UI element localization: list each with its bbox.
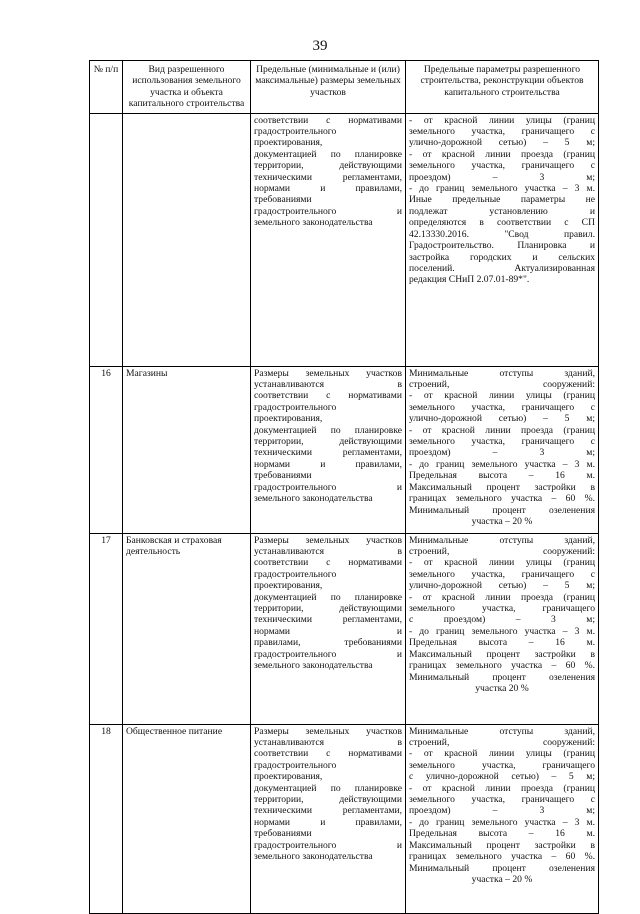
- header-plot-sizes: Предельные (минимальные и (или) максимальные) размеры земельных участков: [251, 61, 406, 114]
- build-params-cell: [406, 724, 599, 913]
- text-line: Размеры земельных участков: [254, 534, 402, 546]
- text-line: соответствии с нормативами: [254, 390, 402, 402]
- text-line: - от красной линии улицы (границ: [409, 114, 595, 126]
- text-line: устанавливаются в: [254, 737, 402, 749]
- text-line: территории, действующими: [254, 794, 402, 806]
- text-line: подлежат установлению и: [409, 205, 595, 217]
- text-line: устанавливаются в: [254, 379, 402, 391]
- text-line: Предельная высота – 16 м.: [409, 637, 595, 649]
- plot-sizes-cell: [251, 533, 406, 724]
- text-line: земельного законодательства: [254, 493, 373, 505]
- header-number: № п/п: [90, 61, 123, 114]
- build-params-cell: [406, 113, 599, 366]
- text-line: земельного участка, граничащего с: [409, 436, 595, 448]
- text-line: земельного участка, граничащего с: [409, 160, 595, 172]
- text-line: территории, действующими: [254, 603, 402, 615]
- text-line: градостроительного: [254, 401, 337, 413]
- text-line: правилами, требованиями: [254, 637, 402, 649]
- text-line: нормами и правилами,: [254, 458, 402, 470]
- text-line: Размеры земельных участков: [254, 725, 402, 737]
- text-line: проектирования,: [254, 580, 323, 592]
- row-number: 16: [90, 366, 123, 533]
- text-line: проектирования,: [254, 771, 323, 783]
- row-number: 17: [90, 533, 123, 724]
- text-line: проездом) – 3 м;: [409, 171, 595, 183]
- text-line: земельного законодательства: [254, 660, 373, 672]
- text-line: строений, сооружений:: [409, 379, 595, 391]
- text-line: улично-дорожной сетью) – 5 м;: [409, 580, 595, 592]
- text-line: - от красной линии улицы (границ: [409, 390, 595, 402]
- text-line: градостроительного и: [254, 648, 402, 660]
- text-line: Минимальный процент озеленения: [409, 862, 595, 874]
- text-line: земельного участка, граничащего с: [409, 126, 595, 138]
- text-line: - от красной линии улицы (границ: [409, 557, 595, 569]
- text-line: проектирования,: [254, 137, 323, 149]
- text-line: - от красной линии проезда (границ: [409, 591, 595, 603]
- text-line: Предельная высота – 16 м.: [409, 470, 595, 482]
- use-type-cell: [123, 113, 251, 366]
- text-line: редакция СНиП 2.07.01-89*".: [409, 274, 530, 286]
- text-line: устанавливаются в: [254, 546, 402, 558]
- text-line: Минимальные отступы зданий,: [409, 367, 595, 379]
- table-row: [90, 533, 599, 724]
- row-number: 18: [90, 724, 123, 913]
- text-line: строений, сооружений:: [409, 546, 595, 558]
- text-line: нормами и правилами,: [254, 183, 402, 195]
- header-use-type: Вид разрешенного использования земельного участка и объекта капитального строительства: [123, 61, 251, 114]
- text-line: Предельная высота – 16 м.: [409, 828, 595, 840]
- text-line: границах земельного участка – 60 %.: [409, 851, 595, 863]
- text-line: улично-дорожной сетью) – 5 м;: [409, 137, 595, 149]
- text-line: территории, действующими: [254, 160, 402, 172]
- text-line: 42.13330.2016. "Свод правил.: [409, 228, 595, 240]
- text-line: застройка городских и сельских: [409, 251, 595, 263]
- text-line: градостроительного: [254, 126, 337, 138]
- text-line: земельного участка, граничащего: [409, 603, 595, 615]
- text-line: Иные предельные параметры не: [409, 194, 595, 206]
- text-line: - от красной линии улицы (границ: [409, 748, 595, 760]
- text-line: Максимальный процент застройки в: [409, 481, 595, 493]
- plot-sizes-cell: [251, 366, 406, 533]
- text-line: проездом) – 3 м;: [409, 447, 595, 459]
- text-line: техническими регламентами,: [254, 171, 402, 183]
- text-line: документацией по планировке: [254, 782, 402, 794]
- text-line: техническими регламентами,: [254, 614, 402, 626]
- zoning-parameters-table: [89, 60, 599, 914]
- text-line: градостроительного и: [254, 205, 402, 217]
- text-line: поселений. Актуализированная: [409, 262, 595, 274]
- text-line: требованиями: [254, 828, 312, 840]
- table-row: [90, 113, 599, 366]
- use-type-cell: Магазины: [123, 366, 251, 533]
- text-line: участка – 20 %: [471, 515, 533, 527]
- text-line: земельного участка, граничащего: [409, 759, 595, 771]
- text-line: участка – 20 %: [471, 873, 533, 885]
- text-line: соответствии с нормативами: [254, 557, 402, 569]
- page-number: 39: [312, 38, 328, 54]
- text-line: границах земельного участка – 60 %.: [409, 660, 595, 672]
- text-line: - до границ земельного участка – 3 м.: [409, 625, 595, 637]
- text-line: земельного законодательства: [254, 217, 373, 229]
- text-line: требованиями: [254, 470, 312, 482]
- text-line: градостроительного: [254, 568, 337, 580]
- text-line: определяются в соответствии с СП: [409, 217, 595, 229]
- text-line: Максимальный процент застройки в: [409, 839, 595, 851]
- plot-sizes-cell: [251, 113, 406, 366]
- plot-sizes-cell: [251, 724, 406, 913]
- text-line: Минимальные отступы зданий,: [409, 534, 595, 546]
- text-line: Минимальный процент озеленения: [409, 671, 595, 683]
- row-number: [90, 113, 123, 366]
- text-line: земельного участка, граничащего с: [409, 401, 595, 413]
- text-line: Максимальный процент застройки в: [409, 648, 595, 660]
- text-line: - до границ земельного участка – 3 м.: [409, 458, 595, 470]
- text-line: улично-дорожной сетью) – 5 м;: [409, 413, 595, 425]
- text-line: - от красной линии проезда (границ: [409, 424, 595, 436]
- text-line: границах земельного участка – 60 %.: [409, 493, 595, 505]
- text-line: градостроительного и: [254, 481, 402, 493]
- table-header-row: [90, 61, 599, 114]
- text-line: территории, действующими: [254, 436, 402, 448]
- text-line: строений, сооружений:: [409, 737, 595, 749]
- build-params-cell: [406, 533, 599, 724]
- header-build-params: Предельные параметры разрешенного строительства, реконструкции объектов капитального строительства: [406, 61, 599, 114]
- text-line: Минимальные отступы зданий,: [409, 725, 595, 737]
- text-line: градостроительного: [254, 759, 337, 771]
- text-line: участка 20 %: [475, 682, 529, 694]
- text-line: Градостроительство. Планировка и: [409, 240, 595, 252]
- text-line: - до границ земельного участка – 3 м.: [409, 183, 595, 195]
- text-line: Минимальный процент озеленения: [409, 504, 595, 516]
- text-line: техническими регламентами,: [254, 447, 402, 459]
- text-line: - от красной линии проезда (границ: [409, 148, 595, 160]
- text-line: требованиями: [254, 194, 312, 206]
- text-line: нормами и: [254, 625, 402, 637]
- text-line: с проездом) – 3 м;: [409, 614, 595, 626]
- text-line: земельного законодательства: [254, 851, 373, 863]
- text-line: проездом) – 3 м;: [409, 805, 595, 817]
- text-line: - до границ земельного участка – 3 м.: [409, 816, 595, 828]
- text-line: с улично-дорожной сетью) – 5 м;: [409, 771, 595, 783]
- text-line: документацией по планировке: [254, 424, 402, 436]
- text-line: проектирования,: [254, 413, 323, 425]
- text-line: документацией по планировке: [254, 591, 402, 603]
- text-line: земельного участка, граничащего с: [409, 568, 595, 580]
- table-body: [90, 113, 599, 913]
- build-params-cell: [406, 366, 599, 533]
- table-row: [90, 366, 599, 533]
- text-line: соответствии с нормативами: [254, 748, 402, 760]
- text-line: земельного участка, граничащего с: [409, 794, 595, 806]
- text-line: Размеры земельных участков: [254, 367, 402, 379]
- table-row: [90, 724, 599, 913]
- text-line: документацией по планировке: [254, 148, 402, 160]
- text-line: соответствии с нормативами: [254, 114, 402, 126]
- text-line: нормами и правилами,: [254, 816, 402, 828]
- use-type-cell: Банковская и страховая деятельность: [123, 533, 251, 724]
- text-line: техническими регламентами,: [254, 805, 402, 817]
- use-type-cell: Общественное питание: [123, 724, 251, 913]
- text-line: градостроительного и: [254, 839, 402, 851]
- text-line: - от красной линии проезда (границ: [409, 782, 595, 794]
